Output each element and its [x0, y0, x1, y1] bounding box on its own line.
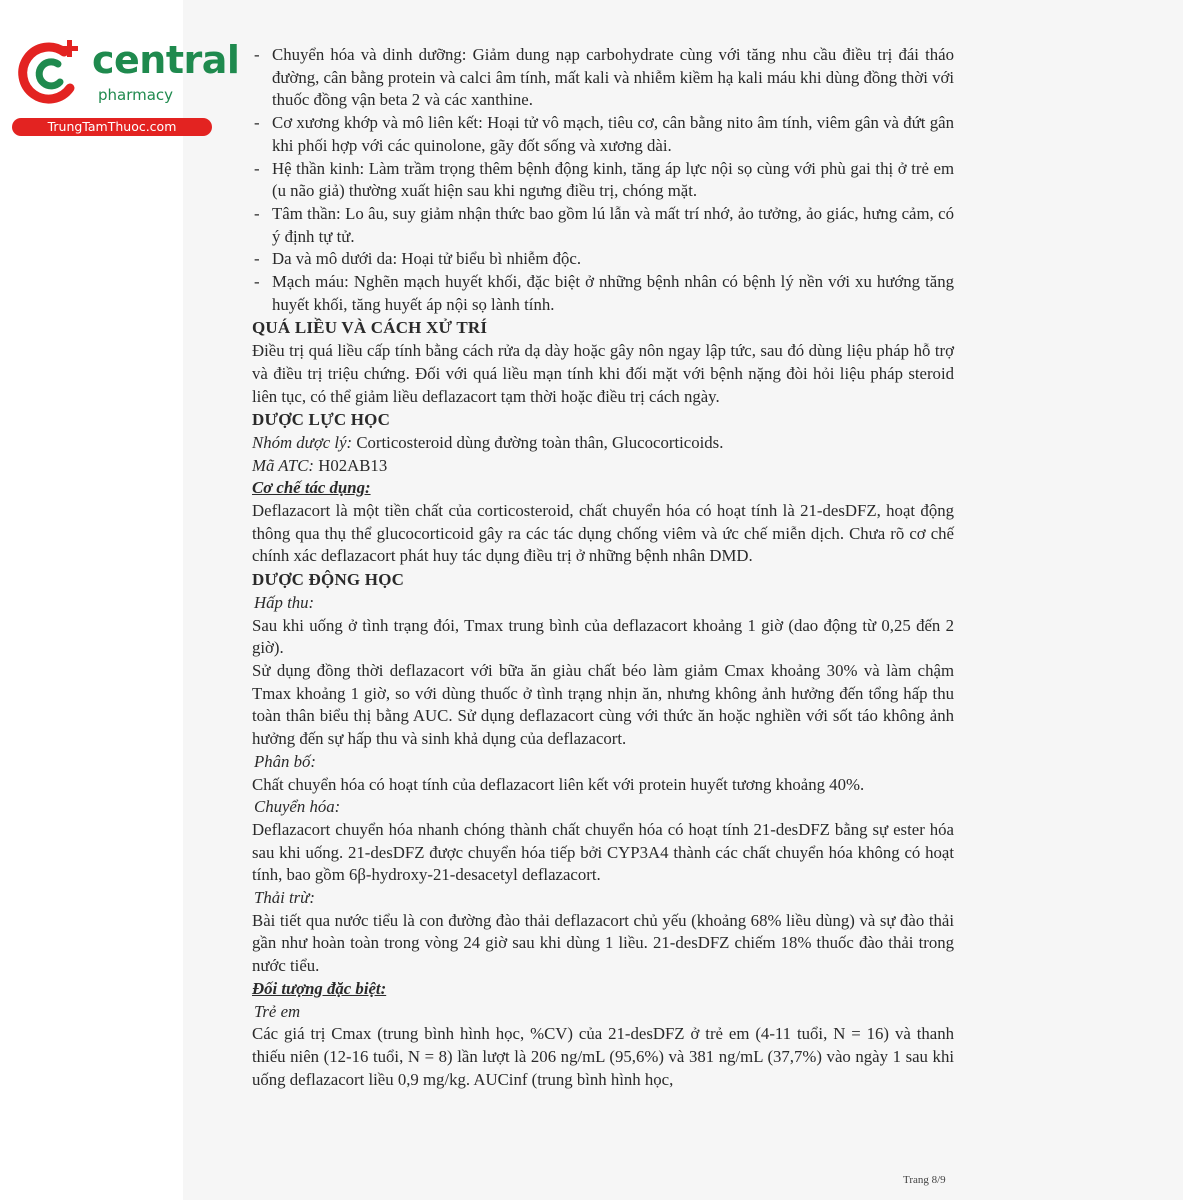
logo-banner: TrungTamThuoc.com [12, 118, 212, 136]
atc-code [252, 455, 954, 478]
paragraph-distribution: Chất chuyển hóa có hoạt tính của deflazacort liên kết với protein huyết tương khoảng 40%. [252, 774, 865, 794]
section-heading-pharmacokinetics: DƯỢC ĐỘNG HỌC [252, 570, 405, 590]
paragraph-mechanism: Deflazacort là một tiền chất của corticosteroid, chất chuyển hóa có hoạt tính là 21-desDFZ, hoạt động thông qua thụ thể glucocorticoid gây ra các tác dụng chống viêm và ức chế miễn dịch. Chưa rõ cơ chế chính xác deflazacort phát huy tác dụng điều trị ở những bệnh nhân DMD. [252, 501, 954, 566]
central-pharmacy-mark-icon [12, 36, 86, 110]
side-effect-item: - Da và mô dưới da: Hoại tử biểu bì nhiễm độc. [252, 248, 954, 271]
metabolism-subheading: Chuyển hóa: [254, 797, 341, 817]
atc-code-value: H02AB13 [314, 455, 388, 475]
side-effect-item: - Mạch máu: Nghẽn mạch huyết khối, đặc biệt ở những bệnh nhân có bệnh lý nền với xu hướng tăng huyết khối, tăng huyết áp nội sọ lành tính. [252, 271, 954, 316]
side-effect-item: - Tâm thần: Lo âu, suy giảm nhận thức bao gồm lú lẫn và mất trí nhớ, ảo tưởng, ảo giác, hưng cảm, có ý định tự tử. [252, 203, 954, 248]
pharmacologic-group-label: Nhóm dược lý: [252, 432, 353, 452]
elimination-subheading: Thải trừ: [254, 888, 315, 908]
paragraph-metabolism: Deflazacort chuyển hóa nhanh chóng thành chất chuyển hóa có hoạt tính 21-desDFZ bằng sự ester hóa sau khi uống. 21-desDFZ được chuyển hóa tiếp bởi CYP3A4 thành các chất chuyển hóa không có hoạt tính, bao gồm 6β-hydroxy-21-desacetyl deflazacort. [252, 819, 954, 885]
special-populations-subheading: Đối tượng đặc biệt: [252, 978, 387, 998]
absorption-subheading: Hấp thu: [254, 592, 315, 612]
section-heading-pharmacodynamics: DƯỢC LỰC HỌC [252, 410, 391, 430]
atc-code-label: Mã ATC: [252, 455, 315, 475]
distribution-subheading: Phân bố: [254, 751, 316, 771]
document-body [252, 44, 954, 1091]
paragraph-absorption-1: Sau khi uống ở tình trạng đói, Tmax trung bình của deflazacort khoảng 1 giờ (dao động từ 0,25 đến 2 giờ). [252, 615, 954, 658]
paragraph-children: Các giá trị Cmax (trung bình hình học, %CV) của 21-desDFZ ở trẻ em (4-11 tuổi, N = 16) và thanh thiếu niên (12-16 tuổi, N = 8) lần lượt là 206 ng/mL (95,6%) và 381 ng/mL (37,7%) vào ngày 1 sau khi uống deflazacort liều 0,9 mg/kg. AUCinf (trung bình hình học, [252, 1024, 954, 1089]
side-effect-item: - Hệ thần kinh: Làm trầm trọng thêm bệnh động kinh, tăng áp lực nội sọ cùng với phù gai thị ở trẻ em (u não giả) thường xuất hiện sau khi ngưng điều trị, chóng mặt. [252, 158, 954, 203]
central-pharmacy-logo [8, 36, 240, 136]
side-effect-item: - Chuyển hóa và dinh dưỡng: Giảm dung nạp carbohydrate cùng với tăng nhu cầu điều trị đái tháo đường, cân bằng protein và calci âm tính, mất kali và nhiễm kiềm hạ kali máu khi dùng đồng thời với thuốc đồng vận beta 2 và các xanthine. [252, 44, 954, 112]
pharmacologic-group [252, 432, 954, 455]
logo-subtitle: pharmacy [98, 86, 174, 104]
section-heading-overdose: QUÁ LIỀU VÀ CÁCH XỬ TRÍ [252, 318, 488, 338]
paragraph-overdose: Điều trị quá liều cấp tính bằng cách rửa dạ dày hoặc gây nôn ngay lập tức, sau đó dùng liệu pháp hỗ trợ và điều trị triệu chứng. Đối với quá liều mạn tính khi đối mặt với bệnh nặng đòi hỏi liệu pháp steroid liên tục, có thể giảm liều deflazacort tạm thời hoặc điều trị cách ngày. [252, 341, 954, 406]
logo-name: central [92, 38, 240, 82]
mechanism-subheading: Cơ chế tác dụng: [252, 478, 371, 498]
pharmacologic-group-value: Corticosteroid dùng đường toàn thân, Glucocorticoids. [352, 432, 724, 452]
side-effect-item: - Cơ xương khớp và mô liên kết: Hoại tử vô mạch, tiêu cơ, cân bằng nito âm tính, viêm gân và đứt gân khi phối hợp với các quinolone, gãy đốt sống và xương dài. [252, 112, 954, 157]
children-subheading: Trẻ em [254, 1001, 301, 1021]
paragraph-absorption-2: Sử dụng đồng thời deflazacort với bữa ăn giàu chất béo làm giảm Cmax khoảng 30% và làm chậm Tmax khoảng 1 giờ, so với dùng thuốc ở tình trạng nhịn ăn, nhưng không ảnh hưởng đến tổng hấp thu toàn thân biểu thị bằng AUC. Sử dụng deflazacort cùng với thức ăn hoặc nghiền với sốt táo không ảnh hưởng đến sự hấp thu và sinh khả dụng của deflazacort. [252, 660, 954, 749]
page-number: Trang 8/9 [903, 1174, 946, 1186]
paragraph-elimination: Bài tiết qua nước tiểu là con đường đào thải deflazacort chủ yếu (khoảng 68% liều dùng) và sự đào thải gần như hoàn toàn trong vòng 24 giờ sau khi dùng 1 liều. 21-desDFZ chiếm 18% thuốc đào thải trong nước tiểu. [252, 910, 954, 976]
